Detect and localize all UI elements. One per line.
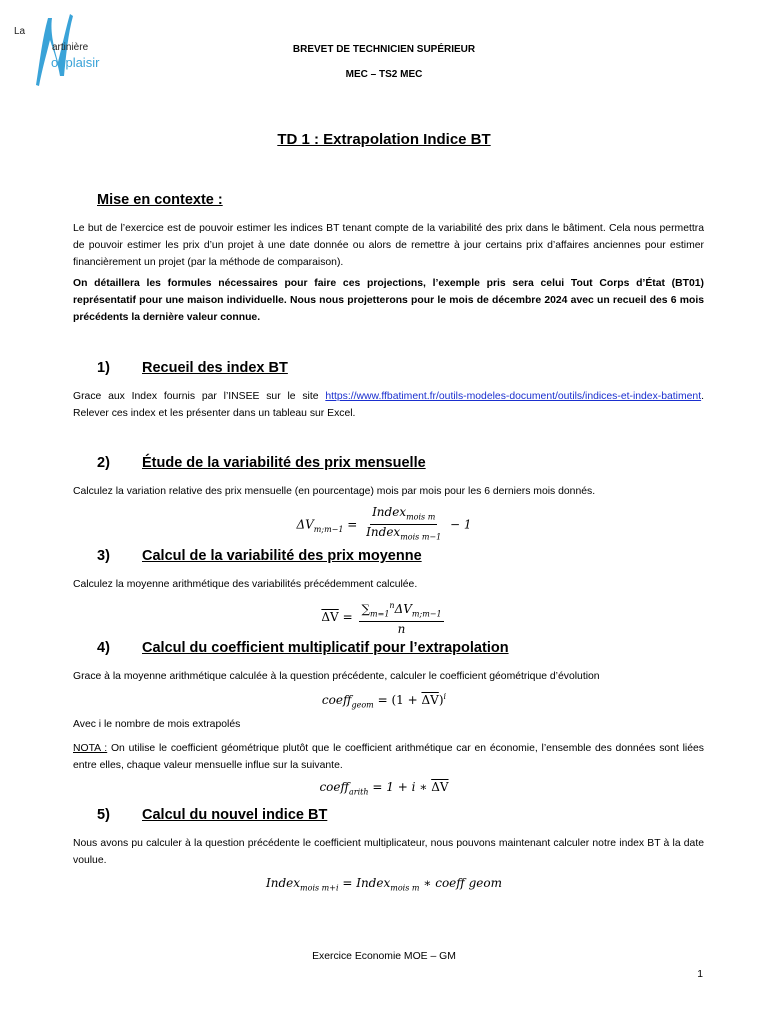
formula-fraction xyxy=(359,598,443,637)
context-heading: Mise en contexte : xyxy=(97,192,223,208)
formula-monthly-variation xyxy=(0,505,768,545)
formula-bar: $\overline{\Delta V}$ xyxy=(431,780,449,794)
section-number: 1) xyxy=(97,360,110,376)
nota-text: On utilise le coefficient géométrique plutôt que le coefficient arithmétique car en économie, l’ensemble des données sont liées entre elles, chaque valeur mensuelle influe sur la suivante. xyxy=(73,743,704,772)
section-1-heading xyxy=(97,360,288,376)
section-1-text-after: . Relever ces index et les présenter dans un tableau sur Excel. xyxy=(73,391,704,420)
header-line-2: MEC – TS2 MEC xyxy=(345,69,423,80)
document-title: TD 1 : Extrapolation Indice BT xyxy=(277,131,491,148)
formula-sum-sup: n xyxy=(389,601,395,610)
section-title: Calcul de la variabilité des prix moyenne xyxy=(142,548,422,564)
section-4-heading xyxy=(97,640,509,656)
formula-lhs: Index xyxy=(266,876,301,890)
formula-term: ΔV xyxy=(394,602,412,616)
formula-new-index xyxy=(0,876,768,892)
section-number: 4) xyxy=(97,640,110,656)
header-line-1: BREVET DE TECHNICIEN SUPÉRIEUR xyxy=(292,44,476,55)
section-number: 3) xyxy=(97,548,110,564)
section-number: 5) xyxy=(97,807,110,823)
formula-eq: = xyxy=(342,610,353,625)
section-3-text: Calculez la moyenne arithmétique des variabilités précédemment calculée. xyxy=(73,579,418,590)
formula-lhs-sub: m;m−1 xyxy=(313,524,344,534)
section-5-heading xyxy=(97,807,327,823)
formula-close: ) xyxy=(438,693,444,707)
section-2-heading xyxy=(97,455,426,471)
formula-den: Index xyxy=(366,525,401,540)
section-number: 2) xyxy=(97,455,110,471)
formula-mean-variation xyxy=(0,598,768,637)
section-title: Étude de la variabilité des prix mensuelle xyxy=(142,455,426,471)
context-paragraph-2: On détaillera les formules nécessaires pour faire ces projections, l’exemple pris sera celui Tout Corps d’État (BT01) représentatif pour une maison individuelle. Nous nous projetterons pour le mois de décembre 2024 avec un recueil des 6 mois précédents la dernière valeur connue. xyxy=(73,278,704,324)
section-title: Calcul du nouvel indice BT xyxy=(142,807,328,823)
formula-lhs: coeff xyxy=(321,693,352,707)
formula-sup: i xyxy=(443,692,447,701)
logo-text-martiniere: artinière xyxy=(52,42,89,53)
formula-term-sub: m;m−1 xyxy=(411,609,442,619)
context-paragraph-1: Le but de l’exercice est de pouvoir estimer les indices BT tenant compte de la variabilité des prix dans le bâtiment. Cela nous permettra de pouvoir estimer les prix d’un projet à une date donnée ou alors de remettre à jour certains prix d’affaires anciennes pour estimer financièrement un projet (par la méthode de comparaison). xyxy=(73,223,704,269)
section-4-text: Grace à la moyenne arithmétique calculée à la question précédente, calculer le coefficient géométrique d’évolution xyxy=(73,671,600,682)
logo-text-la: La xyxy=(14,26,26,37)
formula-lhs-sub: geom xyxy=(351,700,374,710)
formula-geometric-coefficient xyxy=(0,692,768,709)
formula-lhs-sub: arith xyxy=(349,787,369,797)
ffbatiment-link[interactable]: https://www.ffbatiment.fr/outils-modeles-document/outils/indices-et-index-batiment xyxy=(325,391,702,402)
formula-tail: − 1 xyxy=(450,517,472,532)
nota-paragraph xyxy=(73,740,704,774)
logo-text-monplaisir: onplaisir xyxy=(51,55,100,70)
section-1-text xyxy=(73,388,704,422)
formula-bar: $\overline{\Delta V}$ xyxy=(421,693,439,707)
formula-den-sub: mois m−1 xyxy=(400,532,442,542)
section-2-text: Calculez la variation relative des prix mensuelle (en pourcentage) mois par mois pour les 6 derniers mois donnés. xyxy=(73,486,596,497)
formula-tail: ∗ coeff geom xyxy=(419,876,502,890)
formula-lhs: ΔV xyxy=(296,517,314,532)
formula-arithmetic-coefficient xyxy=(0,780,768,796)
section-3-heading xyxy=(97,548,422,564)
footer-text: Exercice Economie MOE – GM xyxy=(312,951,456,962)
formula-den: n xyxy=(397,622,406,637)
formula-lhs: coeff xyxy=(319,780,350,794)
formula-num-sub: mois m xyxy=(406,512,436,522)
formula-lhs: $\overline{\Delta V}$ xyxy=(321,610,339,625)
page-number: 1 xyxy=(697,969,703,980)
section-5-text: Nous avons pu calculer à la question précédente le coefficient multiplicateur, nous pouvons maintenant calculer notre index BT à la date voulue. xyxy=(73,838,704,867)
formula-rhs: = 1 + i ∗ xyxy=(372,780,432,794)
formula-num: Index xyxy=(372,505,407,519)
formula-open: (1 + xyxy=(391,693,422,707)
formula-eq: = xyxy=(347,517,358,532)
formula-sum-sub: m=1 xyxy=(370,609,390,619)
section-1-text-before: Grace aux Index fournis par l’INSEE sur le site xyxy=(73,391,326,402)
formula-sum: ∑ xyxy=(361,602,371,616)
section-4-text-2: Avec i le nombre de mois extrapolés xyxy=(73,719,241,730)
formula-rhs-sub: mois m xyxy=(390,883,420,893)
formula-lhs-sub: mois m+i xyxy=(300,883,339,893)
section-title: Recueil des index BT xyxy=(142,360,288,376)
formula-fraction xyxy=(364,505,443,545)
section-title: Calcul du coefficient multiplicatif pour l’extrapolation xyxy=(142,640,509,656)
nota-label: NOTA : xyxy=(73,743,108,754)
formula-rhs: = Index xyxy=(342,876,391,890)
formula-eq: = xyxy=(377,693,388,707)
